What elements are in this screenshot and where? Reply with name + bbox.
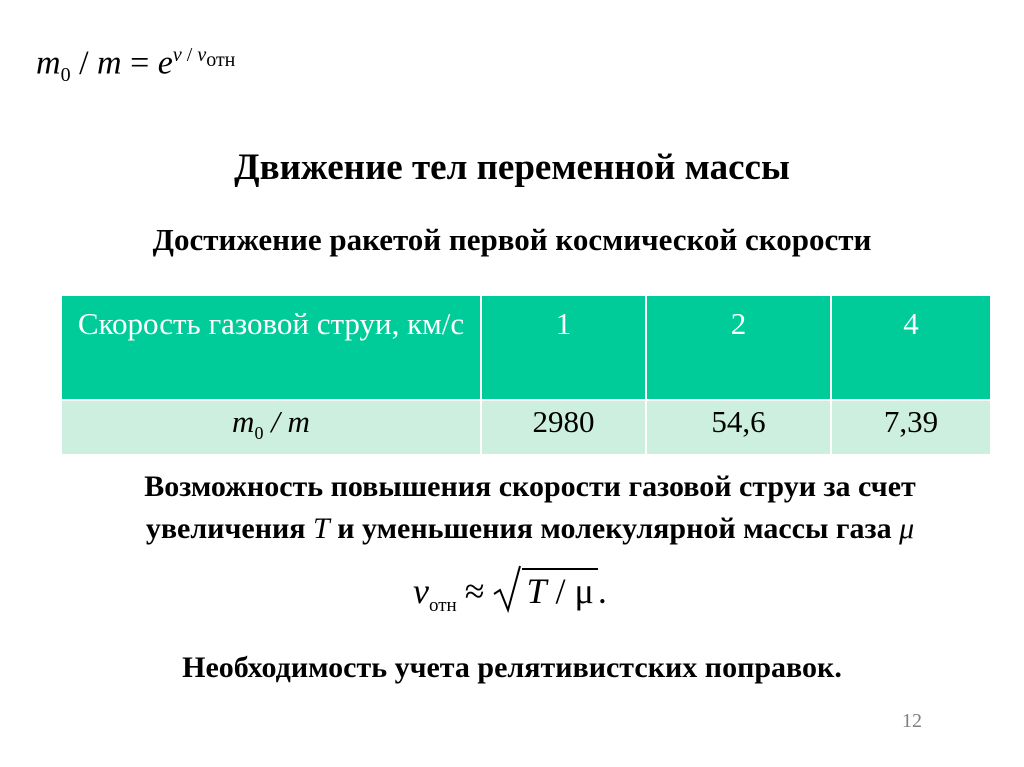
symbol-mu: μ — [899, 512, 915, 545]
formula-m: m — [97, 44, 122, 82]
row-label-cell — [61, 400, 481, 455]
formula-exp-sub: отн — [206, 49, 236, 71]
table-row — [61, 400, 991, 455]
row-label-rest: / m — [263, 404, 310, 439]
formula-period: . — [597, 571, 607, 611]
formula-slash-2: / — [546, 571, 575, 611]
paragraph-text-2: и уменьшения молекулярной массы газа — [329, 512, 900, 545]
slide-subtitle: Достижение ракетой первой космической скорости — [152, 222, 872, 257]
row-label-m: m — [232, 404, 255, 439]
formula-slash: / — [70, 44, 98, 82]
header-value-cell: 4 — [831, 295, 991, 400]
page-number: 12 — [902, 710, 922, 732]
relativistic-note: Необходимость учета релятивистских поправок. — [182, 651, 842, 684]
formula-m0-base: m — [36, 44, 61, 82]
velocity-formula — [413, 568, 607, 617]
formula-equals: = — [121, 44, 158, 82]
mass-ratio-formula — [36, 44, 235, 87]
header-value-cell: 2 — [646, 295, 831, 400]
table-header-row — [61, 295, 991, 400]
formula-exp-v2: v — [197, 44, 207, 66]
header-label-cell: Скорость газовой струи, км/с — [61, 295, 481, 400]
explanation-paragraph — [80, 466, 980, 550]
slide-title: Движение тел переменной массы — [234, 147, 790, 188]
formula-v-sub: отн — [428, 595, 457, 617]
sqrt-expression — [492, 568, 597, 612]
formula-mu: μ — [574, 571, 594, 611]
formula-v: v — [413, 571, 429, 611]
row-value-cell: 7,39 — [831, 400, 991, 455]
formula-exp-v: v — [172, 44, 182, 66]
formula-m0-sub: 0 — [60, 64, 71, 87]
sqrt-sign-icon — [492, 564, 522, 614]
formula-approx: ≈ — [464, 571, 485, 611]
velocity-table — [60, 294, 992, 456]
row-label-sub: 0 — [254, 423, 264, 444]
paragraph-text-1: Возможность повышения скорости газовой струи за счет увеличения — [144, 470, 916, 545]
formula-T: T — [526, 571, 547, 611]
symbol-temperature: T — [313, 512, 330, 545]
row-value-cell: 2980 — [481, 400, 646, 455]
header-value-cell: 1 — [481, 295, 646, 400]
row-value-cell: 54,6 — [646, 400, 831, 455]
formula-exp-slash: / — [181, 44, 198, 66]
formula-e: e — [157, 44, 173, 82]
